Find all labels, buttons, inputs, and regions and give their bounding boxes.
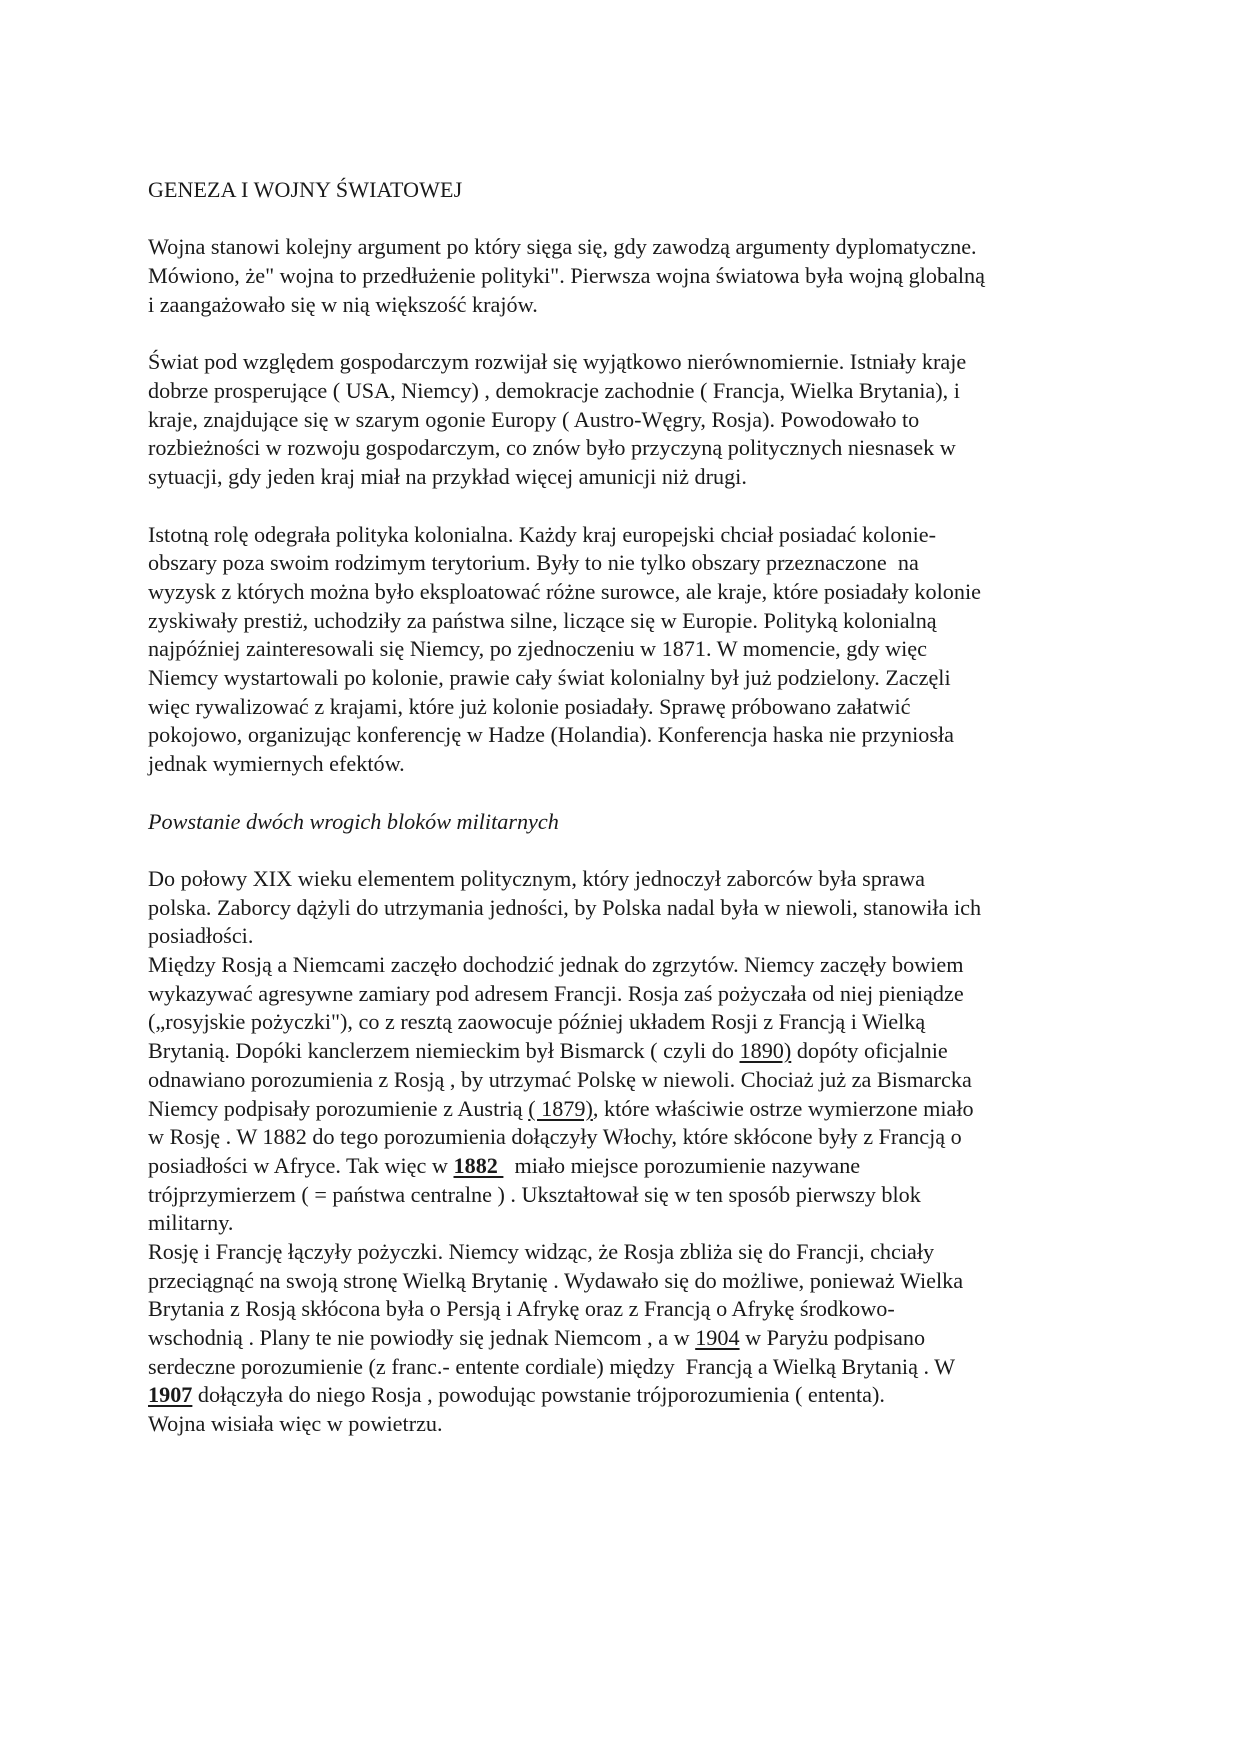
paragraph-gap bbox=[148, 205, 1108, 234]
text-line bbox=[148, 1381, 1108, 1410]
text-line: Wojna stanowi kolejny argument po który sięga się, gdy zawodzą argumenty dyplomatyczne. bbox=[148, 234, 977, 260]
paragraph-4 bbox=[148, 865, 1108, 1439]
text-line: militarny. bbox=[148, 1210, 234, 1236]
text-segment: dopóty oficjalnie bbox=[791, 1038, 948, 1064]
paragraph-2 bbox=[148, 348, 1108, 491]
year-1882: 1882 bbox=[453, 1152, 504, 1178]
paragraph-gap bbox=[148, 320, 1108, 349]
section-heading: Powstanie dwóch wrogich bloków militarnych bbox=[148, 808, 559, 834]
text-line: wyzysk z których można było eksploatować różne surowce, ale kraje, które posiadały kolonie bbox=[148, 578, 981, 604]
text-line: sytuacji, gdy jeden kraj miał na przykład więcej amunicji niż drugi. bbox=[148, 464, 747, 490]
text-line: zyskiwały prestiż, uchodziły za państwa silne, liczące się w Europie. Polityką kolonialną bbox=[148, 607, 937, 633]
year-1890: 1890) bbox=[739, 1038, 792, 1064]
text-line: kraje, znajdujące się w szarym ogonie Europy ( Austro-Węgry, Rosja). Powodowało to bbox=[148, 406, 920, 432]
text-segment: w Paryżu podpisano bbox=[739, 1325, 926, 1351]
text-line: Między Rosją a Niemcami zaczęło dochodzić jednak do zgrzytów. Niemcy zaczęły bowiem bbox=[148, 952, 964, 978]
text-line: pokojowo, organizując konferencję w Hadze (Holandia). Konferencja haska nie przyniosła bbox=[148, 722, 955, 748]
text-line: najpóźniej zainteresowali się Niemcy, po zjednoczeniu w 1871. W momencie, gdy więc bbox=[148, 636, 927, 662]
text-line bbox=[148, 1095, 1108, 1124]
text-line: i zaangażowało się w nią większość krajów. bbox=[148, 291, 538, 317]
text-line bbox=[148, 1324, 1108, 1353]
text-segment: wschodnią . Plany te nie powiodły się jednak Niemcom , a w bbox=[148, 1325, 696, 1351]
text-line: („rosyjskie pożyczki"), co z resztą zaowocuje później układem Rosji z Francją i Wielką bbox=[148, 1009, 926, 1035]
paragraph-gap bbox=[148, 779, 1108, 808]
document-page bbox=[148, 176, 1108, 1439]
year-1879: ( 1879) bbox=[528, 1095, 593, 1121]
text-line: dobrze prosperujące ( USA, Niemcy) , demokracje zachodnie ( Francja, Wielka Brytania), i bbox=[148, 378, 960, 404]
text-line: Mówiono, że" wojna to przedłużenie polityki". Pierwsza wojna światowa była wojną globalną bbox=[148, 263, 985, 289]
text-line: serdeczne porozumienie (z franc.- entente cordiale) między Francją a Wielką Brytanią . W bbox=[148, 1353, 956, 1379]
text-segment: posiadłości w Afryce. Tak więc w bbox=[148, 1152, 454, 1178]
text-line bbox=[148, 1037, 1108, 1066]
text-line: posiadłości. bbox=[148, 923, 254, 949]
text-segment: Niemcy podpisały porozumienie z Austrią bbox=[148, 1095, 529, 1121]
text-line: Świat pod względem gospodarczym rozwijał się wyjątkowo nierównomiernie. Istniały kraje bbox=[148, 349, 967, 375]
text-segment: dołączyła do niego Rosja , powodując powstanie trójporozumienia ( ententa). bbox=[192, 1382, 885, 1408]
text-line: Rosję i Francję łączyły pożyczki. Niemcy widząc, że Rosja zbliża się do Francji, chciały bbox=[148, 1238, 935, 1264]
text-line: w Rosję . W 1882 do tego porozumienia dołączyły Włochy, które skłócone były z Francją o bbox=[148, 1124, 962, 1150]
text-line: Do połowy XIX wieku elementem politycznym, który jednoczył zaborców była sprawa bbox=[148, 866, 925, 892]
text-line: Wojna wisiała więc w powietrzu. bbox=[148, 1411, 443, 1437]
text-line: odnawiano porozumienia z Rosją , by utrzymać Polskę w niewoli. Chociaż już za Bismarcka bbox=[148, 1066, 972, 1092]
text-line: jednak wymiernych efektów. bbox=[148, 751, 405, 777]
text-line bbox=[148, 1152, 1108, 1181]
text-line: rozbieżności w rozwoju gospodarczym, co znów było przyczyną politycznych niesnasek w bbox=[148, 435, 956, 461]
paragraph-gap bbox=[148, 492, 1108, 521]
text-line: obszary poza swoim rodzimym terytorium. Były to nie tylko obszary przeznaczone na bbox=[148, 550, 919, 576]
text-line: trójprzymierzem ( = państwa centralne ) . Ukształtował się w ten sposób pierwszy blok bbox=[148, 1181, 921, 1207]
paragraph-1 bbox=[148, 233, 1108, 319]
paragraph-gap bbox=[148, 836, 1108, 865]
text-line: Niemcy wystartowali po kolonie, prawie cały świat kolonialny był już podzielony. Zaczęli bbox=[148, 665, 951, 691]
paragraph-3 bbox=[148, 521, 1108, 779]
year-1907: 1907 bbox=[148, 1382, 193, 1408]
text-segment: miało miejsce porozumienie nazywane bbox=[503, 1152, 861, 1178]
text-segment: Brytanią. Dopóki kanclerzem niemieckim był Bismarck ( czyli do bbox=[148, 1038, 740, 1064]
year-1904: 1904 bbox=[695, 1325, 740, 1351]
text-line: więc rywalizować z krajami, które już kolonie posiadały. Sprawę próbowano załatwić bbox=[148, 693, 911, 719]
text-line: wykazywać agresywne zamiary pod adresem Francji. Rosja zaś pożyczała od niej pieniądze bbox=[148, 980, 964, 1006]
document-title: GENEZA I WOJNY ŚWIATOWEJ bbox=[148, 177, 463, 202]
text-line: polska. Zaborcy dążyli do utrzymania jedności, by Polska nadal była w niewoli, stanowiła ich bbox=[148, 894, 982, 920]
text-line: Brytania z Rosją skłócona była o Persją i Afrykę oraz z Francją o Afrykę środkowo- bbox=[148, 1296, 895, 1322]
text-line: Istotną rolę odegrała polityka kolonialna. Każdy kraj europejski chciał posiadać kolonie- bbox=[148, 521, 937, 547]
text-line: przeciągnąć na swoją stronę Wielką Brytanię . Wydawało się do możliwe, ponieważ Wielka bbox=[148, 1267, 964, 1293]
text-segment: , które właściwie ostrze wymierzone miało bbox=[592, 1095, 974, 1121]
